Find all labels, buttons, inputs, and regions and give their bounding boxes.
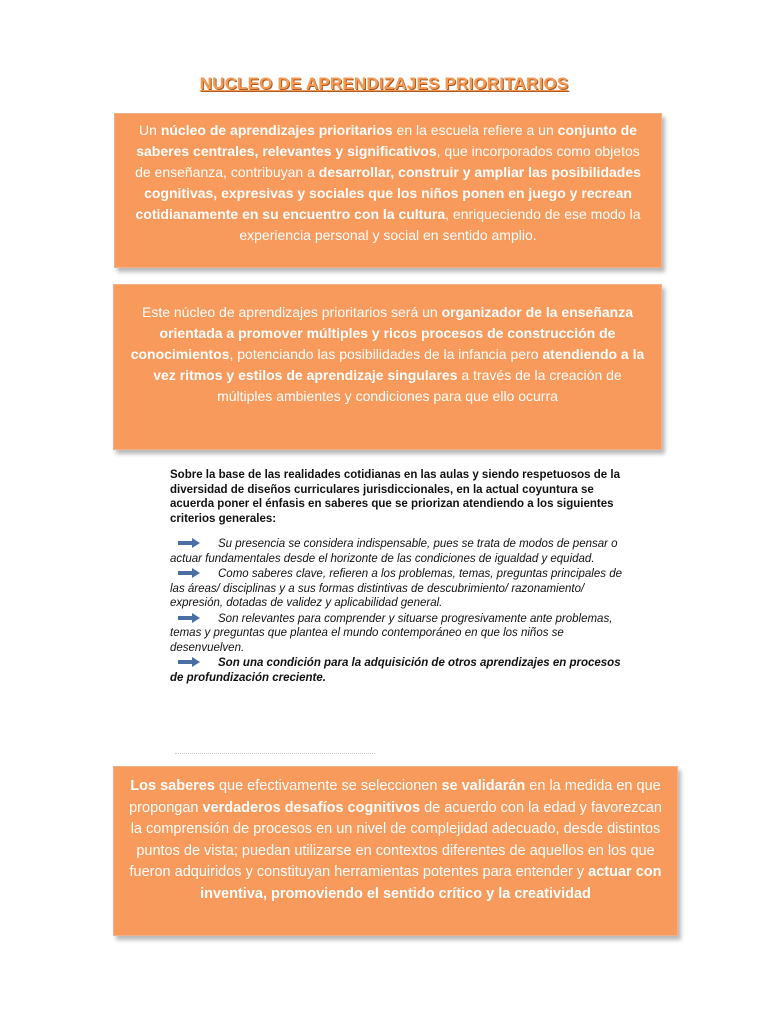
body-text: Un (139, 122, 161, 138)
body-text: a través de la creación de múltiples ambientes y condiciones para que ello ocurra (217, 367, 622, 404)
emphasis-text: se validarán (441, 778, 526, 794)
body-text: , que incorporados como objetos de enseñanza, contribuyan a (135, 143, 640, 180)
criteria-item-text: Son relevantes para comprender y situarse progresivamente ante problemas, temas y preguntas que plantea el mundo contemporáneo en que los niños se desenvuelven. (170, 612, 613, 654)
body-text: , enriqueciendo de ese modo la experiencia personal y social en sentido amplio. (239, 206, 641, 243)
emphasis-text: conjunto de saberes centrales, relevantes y significativos (136, 122, 637, 159)
body-text: , potenciando las posibilidades de la infancia pero (229, 346, 543, 362)
body-text: de acuerdo con la edad y favorezcan la comprensión de procesos en un nivel de complejidad adecuado, desde distintos puntos de vista; puedan utilizarse en contextos diferentes de aquellos en los que fueron adquiridos y constituyan herramientas potentes para entender y (129, 799, 662, 880)
arrow-right-icon (178, 568, 200, 578)
body-text: en la medida en que propongan (129, 778, 661, 816)
emphasis-text: desarrollar, construir y ampliar las posibilidades cognitivas, expresivas y sociales que los niños ponen en juego y recrean cotidianamente en su encuentro con la cultura (135, 164, 641, 222)
arrow-right-icon (178, 538, 200, 548)
criteria-item-text: Son una condición para la adquisición de otros aprendizajes en procesos de profundización creciente. (170, 657, 621, 684)
validation-box (113, 766, 678, 936)
emphasis-text: atendiendo a la vez ritmos y estilos de aprendizaje singulares (153, 346, 645, 383)
criteria-section (170, 468, 630, 686)
arrow-right-icon (178, 613, 200, 623)
criteria-item (170, 537, 630, 566)
criteria-item-text: Su presencia se considera indispensable, pues se trata de modos de pensar o actuar fundamentales desde el horizonte de las condiciones de igualdad y equidad. (170, 538, 618, 565)
body-text: que efectivamente se seleccionen (214, 778, 442, 794)
emphasis-text: núcleo de aprendizajes prioritarios (160, 122, 393, 138)
emphasis-text: Los saberes (130, 778, 215, 794)
body-text: en la escuela refiere a un (392, 122, 558, 138)
criteria-item (170, 656, 630, 685)
criteria-intro: Sobre la base de las realidades cotidianas en las aulas y siendo respetuosos de la diversidad de diseños curriculares jurisdiccionales, en la actual coyuntura se acuerda poner el énfasis en saberes que se priorizan atendiendo a los siguientes criterios generales: (170, 469, 620, 525)
emphasis-text: organizador de la enseñanza orientada a promover múltiples y ricos procesos de construcción de conocimientos (130, 304, 633, 362)
criteria-item-text: Como saberes clave, refieren a los problemas, temas, preguntas principales de las áreas/ disciplinas y a sus formas distintivas de descubrimiento/ razonamiento/ expresión, dotadas de validez y aplicabilidad general. (170, 568, 622, 609)
criteria-item (170, 567, 630, 611)
page-title: NUCLEO DE APRENDIZAJES PRIORITARIOS (199, 74, 569, 93)
arrow-right-icon (178, 657, 200, 667)
criteria-list (170, 537, 630, 685)
organizer-box (113, 284, 662, 450)
definition-box (114, 113, 662, 268)
emphasis-text: actuar con inventiva, promoviendo el sentido crítico y la creatividad (200, 864, 662, 902)
divider (175, 753, 375, 755)
emphasis-text: verdaderos desafíos cognitivos (202, 799, 421, 816)
criteria-item (170, 612, 630, 656)
body-text: Este núcleo de aprendizajes prioritarios será un (141, 304, 442, 320)
